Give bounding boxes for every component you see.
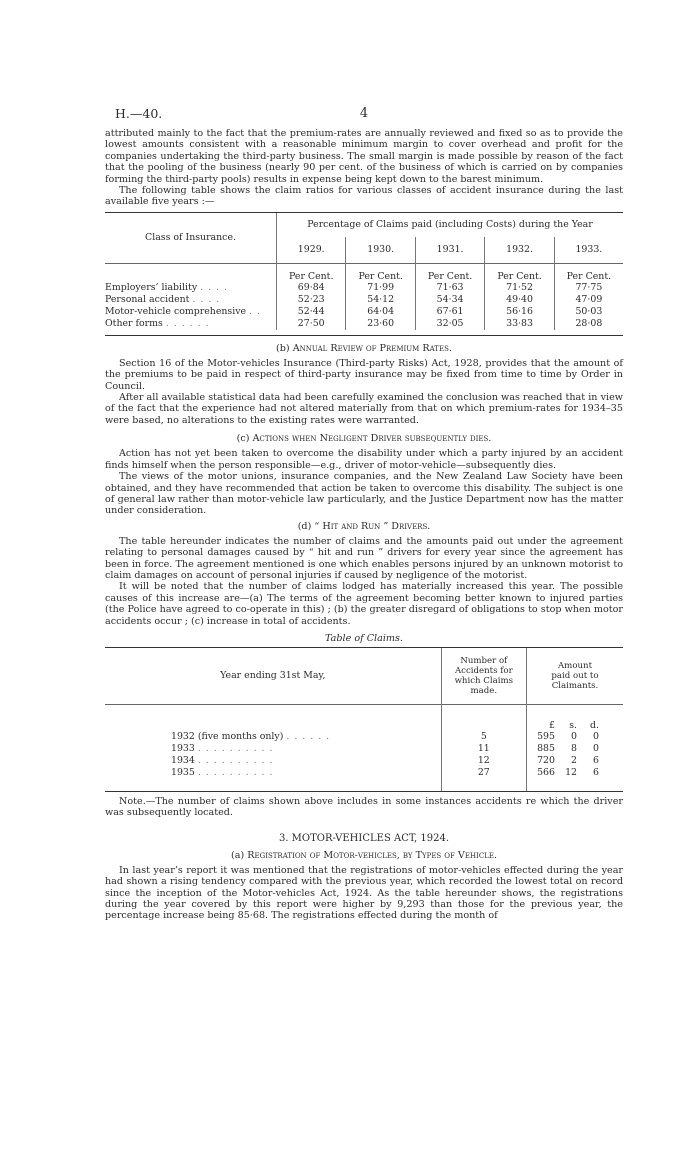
ratio-cell: 52·44	[277, 306, 346, 318]
leader-dots: . . . . . .	[286, 731, 331, 743]
table-row	[105, 767, 623, 779]
pence-cell: 0	[593, 743, 599, 755]
ratio-cell: 54·12	[346, 294, 415, 306]
table-caption: Table of Claims.	[325, 632, 403, 644]
claims-cell: 12	[441, 755, 526, 767]
leader-dots: . . . .	[200, 282, 228, 294]
ratio-cell: 32·05	[415, 318, 484, 330]
ratio-cell: 23·60	[346, 318, 415, 330]
table-row	[105, 294, 623, 306]
document-page	[105, 106, 623, 922]
ratio-cell: 77·75	[554, 282, 623, 294]
section-3-title: 3. MOTOR-VEHICLES ACT, 1924.	[278, 832, 450, 844]
leader-dots: . . . .	[192, 294, 221, 306]
ratio-cell: 50·03	[554, 306, 623, 318]
year-cell: 1933	[171, 743, 195, 755]
table-row	[105, 743, 623, 755]
ratio-cell: 49·40	[485, 294, 554, 306]
year-cell: 1932 (five months only)	[171, 731, 284, 743]
section-b-paragraph: After all available statistical data had been carefully examined the conclusion was reached that in view of the fact that the experience had not altered materially from that on which premium-rates for 1934–35 were based, no alterations to the existing rates were warranted.	[105, 392, 623, 426]
row-label: Other forms	[105, 318, 163, 330]
section-3a-heading: (a) Registration of Motor-vehicles, by Types of Vehicle.	[231, 849, 497, 861]
document-code: H.—40.	[115, 106, 163, 121]
ratio-cell: 52·23	[277, 294, 346, 306]
shillings-cell: 8	[571, 743, 577, 755]
pence-cell: 6	[593, 767, 599, 779]
leader-dots: . . . . . .	[165, 318, 210, 330]
year-header: 1931.	[415, 237, 484, 264]
table-bottom-rule	[105, 791, 623, 792]
unit-label: Per Cent.	[554, 264, 623, 282]
year-column-header: Year ending 31st May,	[220, 670, 326, 682]
unit-label: Per Cent.	[485, 264, 554, 282]
intro-paragraph: attributed mainly to the fact that the premium-rates are annually reviewed and fixed so as to provide the lowest amounts consistent with a reasonable minimum margin to cover overhead and profit for the companies undertaking the third-party business. The small margin is made possible by reason of the fact that the pooling of the business (nearly 90 per cent. of the business of which is carried on by companies forming the third-party pools) results in expense being kept down to the barest minimum.	[105, 128, 623, 185]
claims-column-header: Number of Accidents for which Claims made.	[441, 648, 526, 705]
row-label: Employers’ liability	[105, 282, 198, 294]
year-header: 1932.	[485, 237, 554, 264]
section-b-heading: (b) Annual Review of Premium Rates.	[276, 342, 452, 354]
section-c-paragraph: Action has not yet been taken to overcome the disability under which a party injured by an accident finds himself when the person responsible—e.g., driver of motor-vehicle—subsequently dies.	[105, 448, 623, 471]
row-label: Personal accident	[105, 294, 190, 306]
pence-cell: 6	[593, 755, 599, 767]
table-row	[105, 318, 623, 330]
year-header: 1933.	[554, 237, 623, 264]
shillings-cell: 12	[565, 767, 577, 779]
unit-shillings: s.	[569, 719, 577, 731]
ratio-cell: 27·50	[277, 318, 346, 330]
shillings-cell: 0	[571, 731, 577, 743]
percentage-header: Percentage of Claims paid (including Costs) during the Year	[277, 213, 624, 237]
claims-table	[105, 648, 623, 791]
ratio-cell: 33·83	[485, 318, 554, 330]
unit-label: Per Cent.	[277, 264, 346, 282]
ratio-cell: 28·08	[554, 318, 623, 330]
year-header: 1929.	[277, 237, 346, 264]
unit-label: Per Cent.	[415, 264, 484, 282]
year-cell: 1935	[171, 767, 195, 779]
ratio-cell: 69·84	[277, 282, 346, 294]
unit-label: Per Cent.	[346, 264, 415, 282]
table-note: Note.—The number of claims shown above includes in some instances accidents re which the driver was subsequently located.	[105, 795, 623, 819]
ratio-cell: 56·16	[485, 306, 554, 318]
claim-ratio-table	[105, 213, 623, 335]
table-row	[105, 731, 623, 743]
pounds-cell: 885	[537, 743, 555, 755]
section-b-paragraph: Section 16 of the Motor-vehicles Insurance (Third-party Risks) Act, 1928, provides that the amount of the premiums to be paid in respect of third-party insurance may be fixed from time to time by Order in Council.	[105, 357, 623, 392]
section-d-heading: (d) “ Hit and Run ” Drivers.	[297, 520, 431, 532]
pounds-cell: 566	[537, 767, 555, 779]
ratio-cell: 67·61	[415, 306, 484, 318]
leader-dots: . . . . . . . . . .	[197, 743, 274, 755]
section-3a-paragraph: In last year’s report it was mentioned that the registrations of motor-vehicles effected during the year had shown a rising tendency compared with the previous year, which recorded the lowest total on record since the inception of the Motor-vehicles Act, 1924. As the table hereunder shows, the registrations during the year covered by this report were higher by 9,293 than those for the previous year, the percentage increase being 85·68. The registrations effected during the month of	[105, 864, 623, 922]
intro-table-lead: The following table shows the claim ratios for various classes of accident insurance during the last available five years :—	[105, 185, 623, 208]
claims-cell: 11	[441, 743, 526, 755]
unit-pence: d.	[590, 719, 599, 731]
pounds-cell: 595	[537, 731, 555, 743]
shillings-cell: 2	[571, 755, 577, 767]
class-of-insurance-header: Class of Insurance.	[145, 232, 236, 244]
ratio-cell: 47·09	[554, 294, 623, 306]
ratio-cell: 71·99	[346, 282, 415, 294]
section-d-paragraph: The table hereunder indicates the number of claims and the amounts paid out under the agreement relating to personal damages caused by “ hit and run ” drivers for every year since the agreement has been in force. The agreement mentioned is one which enables persons injured by an unknown motorist to claim damages on account of personal injuries if caused by negligence of the motorist.	[105, 535, 623, 581]
table-row	[105, 306, 623, 318]
pounds-cell: 720	[537, 755, 555, 767]
section-c-heading: (c) Actions when Negligent Driver subsequently dies.	[236, 433, 492, 445]
ratio-cell: 71·52	[485, 282, 554, 294]
section-c-paragraph: The views of the motor unions, insurance companies, and the New Zealand Law Society have been obtained, and they have recommended that action be taken to overcome this disability. The subject is one of general law rather than motor-vehicle law particularly, and the Justice Department now has the matter under consideration.	[105, 471, 623, 517]
leader-dots: . . . . . . . . . .	[197, 767, 274, 779]
page-number: 4	[359, 106, 369, 121]
ratio-cell: 71·63	[415, 282, 484, 294]
ratio-cell: 64·04	[346, 306, 415, 318]
year-cell: 1934	[171, 755, 195, 767]
claims-cell: 27	[441, 767, 526, 779]
table-row	[105, 282, 623, 294]
amount-column-header: Amount paid out to Claimants.	[527, 648, 624, 705]
ratio-cell: 54·34	[415, 294, 484, 306]
leader-dots: . .	[249, 306, 261, 318]
unit-pounds: £	[549, 719, 555, 731]
table-row	[105, 755, 623, 767]
row-label: Motor-vehicle comprehensive	[105, 306, 247, 318]
section-d-paragraph: It will be noted that the number of claims lodged has materially increased this year. The possible causes of this increase are—(a) The terms of the agreement becoming better known to injured parties (the Police have agreed to co-operate in this) ; (b) the greater disregard of obligations to stop when motor accidents occur ; (c) increase in total of accidents.	[105, 581, 623, 627]
leader-dots: . . . . . . . . . .	[197, 755, 274, 767]
claims-cell: 5	[441, 731, 526, 743]
pence-cell: 0	[593, 731, 599, 743]
year-header: 1930.	[346, 237, 415, 264]
page-header	[105, 106, 623, 128]
table-bottom-rule	[105, 335, 623, 336]
